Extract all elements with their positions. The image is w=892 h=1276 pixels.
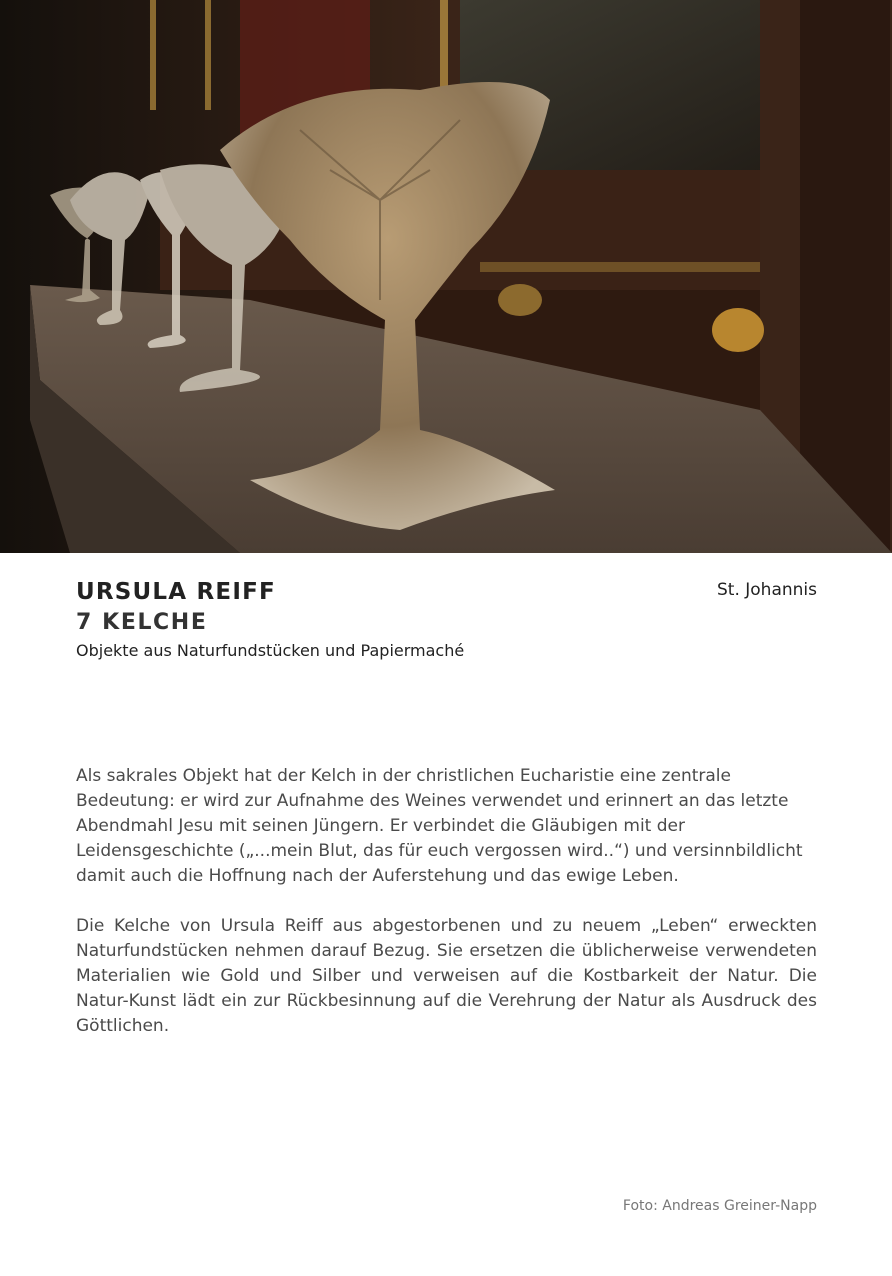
work-title: 7 KELCHE bbox=[76, 610, 208, 635]
gold-rail bbox=[440, 0, 448, 100]
artist-name: URSULA REIFF bbox=[76, 579, 276, 605]
work-subtitle: Objekte aus Naturfundstücken und Papiermaché bbox=[76, 641, 465, 660]
altar-gold-trim bbox=[480, 262, 780, 272]
gold-ornament bbox=[712, 308, 764, 352]
gold-rail bbox=[150, 0, 156, 110]
photo-credit: Foto: Andreas Greiner-Napp bbox=[622, 1198, 817, 1214]
gold-rail bbox=[205, 0, 211, 110]
description-paragraph: Als sakrales Objekt hat der Kelch in der christlichen Eucharistie eine zentrale Bedeutung: er wird zur Aufnahme des Weines verwendet und erinnert an das letzte Abendmahl Jesu mit seinen Jüngern. Er verbindet die Gläubigen mit der Leidensgeschichte („...mein Blut, das für euch vergossen wird..“) und versinnbildlicht damit auch die Hoffnung nach der Auferstehung und das ewige Leben. bbox=[76, 766, 803, 886]
description-paragraph: Die Kelche von Ursula Reiff aus abgestorbenen und zu neuem „Leben“ erweckten Naturfundstücken nehmen darauf Bezug. Sie ersetzen die üblicherweise verwendeten Materialien wie Gold und Silber und verweisen auf die Kostbarkeit der Natur. Die Natur-Kunst lädt ein zur Rückbesinnung auf die Verehrung der Natur als Ausdruck des Göttlichen. bbox=[76, 916, 817, 1036]
description bbox=[76, 764, 817, 1064]
location-label: St. Johannis bbox=[717, 580, 817, 600]
artwork-photo bbox=[0, 0, 892, 553]
gold-ornament bbox=[498, 284, 542, 316]
